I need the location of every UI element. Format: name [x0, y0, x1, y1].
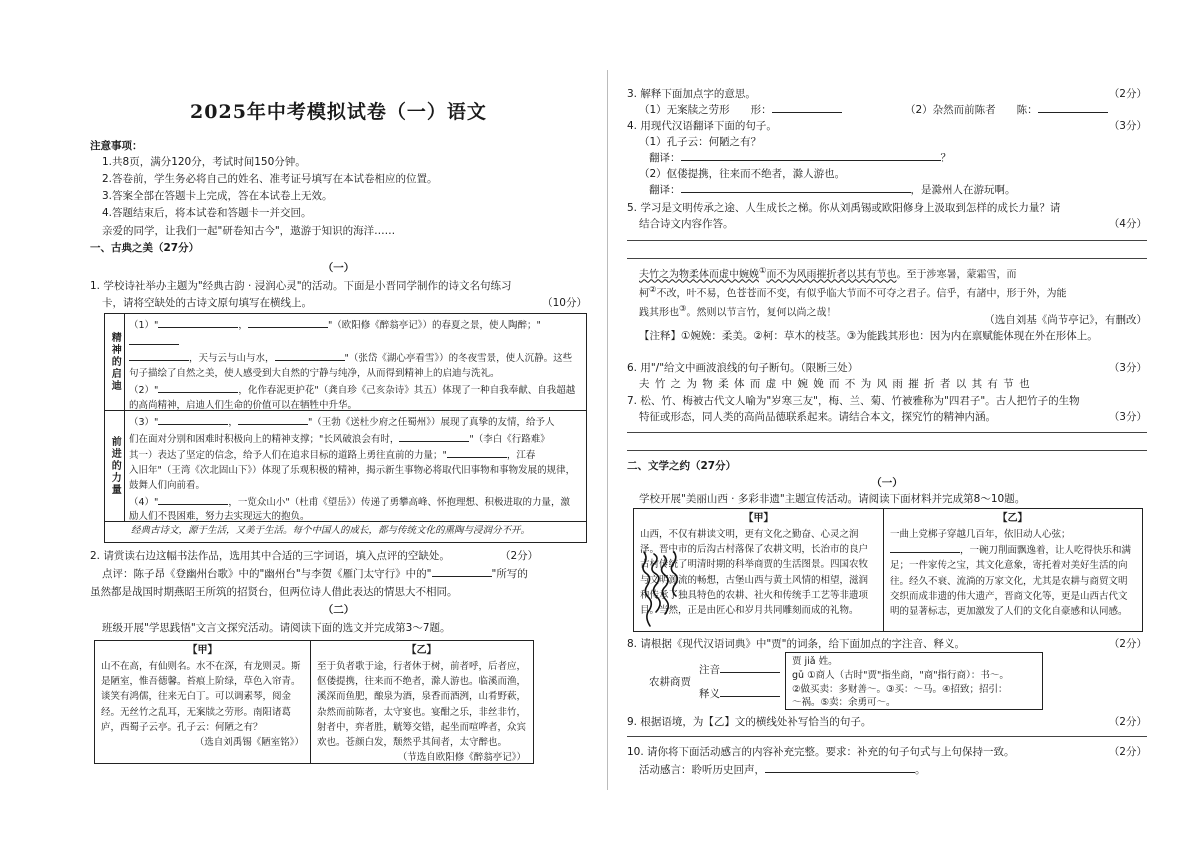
q1-text: 1. 学校诗社举办主题为"经典古韵 · 浸润心灵"的活动。下面是小晋同学制作的诗文名句练习 [90, 280, 512, 292]
q1-text-2: 卡，请将空缺处的古诗文原句填写在横线上。 [102, 297, 312, 309]
text-yi: 【乙】 至于负者歌于途，行者休于树，前者呼，后者应，伛偻提携，往来而不绝者，滁人游也。临溪而渔，溪深而鱼肥，酿泉为酒，泉香而酒洌，山肴野蔌，杂然而前陈者，太守宴也。宴酣之乐，非丝非竹，射者中，弈者胜，觥筹交错，起坐而喧哗者，众宾欢也。苍颜白发，颓然乎其间者，太守醉也。 （节选自欧阳修《醉翁亭记》） [317, 645, 527, 764]
q10-answer: 活动感言：聆听历史回声， 。 [639, 764, 926, 776]
answer-line [627, 736, 1147, 737]
text-jia: 【甲】 山不在高，有仙则名。水不在深，有龙则灵。斯是陋室，惟吾德馨。苔痕上阶绿，草色入帘青。谈笑有鸿儒，往来无白丁。可以调素琴，阅金经。无丝竹之乱耳，无案牍之劳形。南阳诸葛庐，西蜀子云亭。孔子云：何陋之有？ （选自刘禹锡《陋室铭》） [95, 641, 311, 763]
part1-heading: 一、古典之美（27分） [90, 242, 200, 254]
answer-line [627, 240, 1147, 241]
q8-points: （2分） [1108, 638, 1147, 650]
q6-points: （3分） [1108, 362, 1147, 374]
card-footer: 经典古诗文，源于生活，又美于生活。每个中国人的成长，都与传统文化的熏陶与浸润分不开。 [131, 525, 531, 536]
dictionary-entry: 贾 jiǎ 姓。 gǔ ①商人（古时"贾"指坐商，"商"指行商）：书～。 ②做买卖：多财善～。③买：～马。④招致；招引： ～祸。⑤卖：余勇可～。 [785, 652, 1043, 710]
q2-comment: 点评：陈子昂《登幽州台歌》中的"幽州台"与李贺《雁门太守行》中的" "所写的 [102, 568, 528, 580]
material-yi: 【乙】 一曲上党梆子穿越几百年，依旧动人心弦； ，一碗刀削面飘逸着，让人吃得快乐和满足；一件家传之宝，其文化意象，寄托着对美好生活的向往。经久不衰、流淌的万家文化，尤其是农耕与商贸文明交织而成非遗的伟大遗产，晋商文化等，更是山西古代文明的显著标志，更加激发了人们的文化自豪感和认同感。 [890, 513, 1132, 617]
q5-text: 5. 学习是文明传承之途、人生成长之梯。你从刘禹锡或欧阳修身上汲取到怎样的成长力量？请 [627, 202, 1061, 214]
answer-line [627, 258, 1147, 259]
q9-text: 9. 根据语境，为【乙】文的横线处补写恰当的句子。 [627, 716, 872, 728]
q7-text: 7. 松、竹、梅被古代文人喻为"岁寒三友"，梅、兰、菊、竹被雅称为"四君子"。古人把竹子的生物 [627, 395, 1080, 407]
note-item: 2.答卷前，学生务必将自己的姓名、准考证号填写在本试卷相应的位置。 [102, 173, 438, 185]
q3-item: （1）无案牍之劳形 形： [639, 102, 1147, 118]
card-side-label: 前进的力量 [105, 411, 125, 521]
q4-points: （3分） [1108, 120, 1147, 132]
answer-line [627, 432, 1147, 433]
bing-source: （选自刘基《尚节亭记》，有删改） [984, 314, 1147, 326]
card-section-1: （1）" ， "（欧阳修《醉翁亭记》）的春夏之景，使人陶醉；" ，天与云与山与水， "（张岱《湖心亭看雪》）的冬夜雪景，使人沉静。这些 句子描绘了自然之美，使人感受到大自然的宁静与纯净，从而得到精神上的启迪与洗礼。 （2）" ，化作春泥更护花"（龚自珍《己亥杂诗》其五）体现了一种自我奉献、自我超越 的高尚精神，启迪人们生命的价值可以在牺牲中升华。 [125, 316, 586, 414]
sub-heading-3: （一） [871, 477, 903, 489]
card-side-label: 精神的启迪 [105, 314, 125, 410]
intro-3: 学校开展"美丽山西 · 多彩非遗"主题宣传活动。请阅读下面材料并完成第8～10题。 [639, 493, 1026, 505]
intro-2: 班级开展"学思践悟"文言文探究活动。请阅读下面的选文并完成第3～7题。 [102, 622, 451, 634]
sub-heading-2: （二） [322, 604, 355, 616]
q3-item: （2）杂然而前陈者 陈： [905, 102, 1108, 118]
q3-points: （2分） [1108, 88, 1147, 100]
column-divider [607, 70, 608, 790]
q9-points: （2分） [1108, 716, 1147, 728]
q4-sentence: （1）孔子云：何陋之有？ [639, 136, 762, 148]
q8-word: 农耕商贾 [649, 676, 691, 688]
part2-heading: 二、文学之约（27分） [627, 460, 737, 472]
q6-sentence: 夫 竹 之 为 物 柔 体 而 虚 中 婉 娩 而 不 为 风 雨 摧 折 者 以 其 有 节 也 [639, 378, 1031, 390]
q4-answer: 翻译： ？ [649, 152, 951, 164]
classical-texts-box [94, 640, 534, 764]
q4-answer: 翻译： ，是滁州人在游玩啊。 [649, 184, 1016, 196]
q2-comment-2: 虽然都是战国时期燕昭王所筑的招贤台，但两位诗人借此表达的情思大不相同。 [90, 586, 458, 598]
annotation: 【注释】①婉娩：柔美。②柯：草木的枝茎。③为能践其形也：因为内在禀赋能体现在外在形体上。 [639, 330, 1098, 342]
q8-shiyi-field[interactable]: 释义 [699, 686, 780, 702]
text-bing: 夫竹之为物柔体而虚中婉娩①而不为风雨摧折者以其有节也。至于涉寒暑，蒙霜雪，而 柯②不改，叶不易，色苍苍而不变，有似乎临大节而不可夺之君子。信乎，有諸中，形于外，为能 践其形也③。然则以节言竹，复何以尚之哉！ [639, 265, 1067, 318]
q10-text: 10. 请你将下面活动感言的内容补充完整。要求：补充的句子句式与上句保持一致。 [627, 746, 1015, 758]
note-item: 4.答题结束后，将本试卷和答题卡一并交回。 [102, 207, 312, 219]
q3-text: 3. 解释下面加点字的意思。 [627, 88, 756, 100]
sub-heading-1: （一） [322, 262, 355, 274]
materials-box [633, 508, 1143, 632]
exam-title: 2025年中考模拟试卷（一）语文 [190, 101, 487, 123]
q10-points: （2分） [1108, 746, 1147, 758]
q8-text: 8. 请根据《现代汉语词典》中"贾"的词条，给下面加点的字注音、释义。 [627, 638, 966, 650]
q7-text-2: 特征或形态，同人类的高尚品德联系起来。请结合本文，探究竹的精神内涵。 [639, 411, 996, 423]
card-section-2: （3）" ， "（王勃《送杜少府之任蜀州》）展现了真挚的友情，给予人 们在面对分别和困难时积极向上的精神支撑；"长风破浪会有时， "（李白《行路难》 其一）表达了坚定的信念，给予人们在追求目标的道路上勇往直前的力量；" ，江春 入旧年"（王湾《次北固山下》）体现了乐观积极的精神，揭示新生事物必将取代旧事物和事物发展的规律，鼓舞人们向前看。 （4）" ，一览众山小"（杜甫《望岳》）传递了勇攀高峰、怀抱理想、积极进取的力量，激 励人们不畏困难，努力去实现远大的抱负。 [125, 413, 586, 526]
q5-text-2: 结合诗文内容作答。 [639, 218, 734, 230]
q8-zhuyin-field[interactable]: 注音 [699, 662, 780, 678]
material-jia: 【甲】 山西，不仅有耕读文明，更有文化之勤奋、心灵之润泽。晋中市的后沟古村落保了农耕文明，长治市的良户古村传统了明清时期的科举商贾的生活图景。四国农牧与文明源流的畅想，古堡山西与黄土风情的相望，滋润和传承了独具特色的农耕、社火和传统手工艺等非遗项目。当然，正是由匠心和岁月共同雕刻而成的礼物。 [634, 509, 884, 631]
practice-card [104, 313, 587, 543]
answer-line [627, 450, 1147, 451]
q4-text: 4. 用现代汉语翻译下面的句子。 [627, 120, 777, 132]
q1-points: （10分） [542, 297, 587, 309]
q6-text: 6. 用"/"给文中画波浪线的句子断句。（限断三处） [627, 362, 859, 374]
q4-sentence: （2）伛偻提携，往来而不绝者，滁人游也。 [639, 168, 846, 180]
notes-heading: 注意事项： [90, 140, 143, 152]
q7-points: （3分） [1108, 411, 1147, 423]
q5-points: （4分） [1108, 218, 1147, 230]
note-item: 3.答案全部在答题卡上完成，答在本试卷上无效。 [102, 190, 333, 202]
greeting: 亲爱的同学，让我们一起"研卷知古今"，遨游于知识的海洋…… [102, 225, 396, 237]
q2-points: （2分） [500, 550, 539, 562]
note-item: 1.共8页，满分120分，考试时间150分钟。 [102, 156, 306, 168]
q2-text: 2. 请赏读右边这幅书法作品，选用其中合适的三字词语，填入点评的空缺处。 [90, 550, 450, 562]
